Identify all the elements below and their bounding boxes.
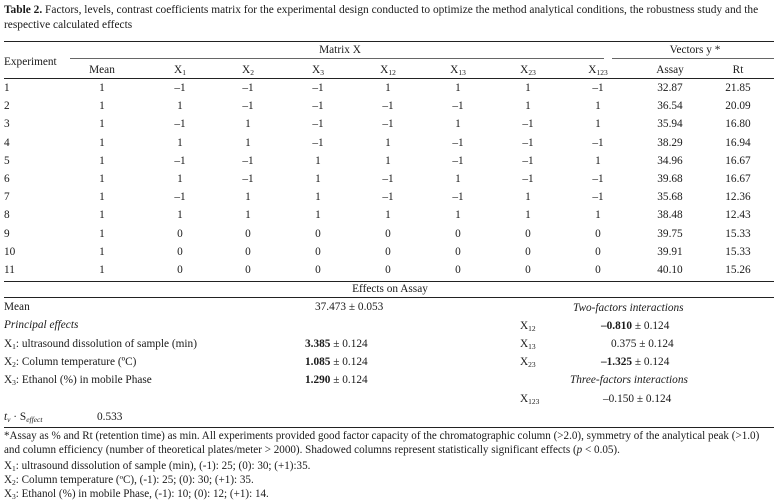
- cell-x12: –1: [382, 100, 394, 113]
- cell-experiment: 1: [4, 82, 10, 94]
- cell-x1: 1: [177, 209, 183, 222]
- cell-x2: 0: [245, 264, 251, 276]
- cell-x123: 0: [595, 227, 601, 240]
- header-x3: $X_3$: [312, 64, 324, 77]
- header-rt: Rt: [732, 64, 744, 76]
- cell-mean: 1: [99, 173, 105, 185]
- cell-x1: 0: [177, 264, 183, 276]
- cell-mean: 1: [99, 82, 105, 94]
- cell-x13: 1: [455, 118, 461, 131]
- matrix-x-rule: [70, 58, 604, 59]
- cell-experiment: 4: [4, 136, 10, 149]
- cell-x123: –1: [592, 173, 604, 185]
- vectors-y-rule: [612, 58, 774, 59]
- cell-x123: 1: [595, 154, 601, 167]
- cell-x123: 0: [595, 245, 601, 258]
- effects-mean-label: Mean: [4, 301, 30, 313]
- cell-x13: 0: [455, 245, 461, 258]
- footnote-main: *Assay as % and Rt (retention time) as min. All experiments provided good factor capacity of the chromatographic column (>2.0), symmetry of the analytical peak (>1.0) and column efficiency (number of theoretical plates/meter > 2000). Shadowed columns represent statistically significant effects (p < 0.05).: [4, 430, 760, 456]
- header-matrix-x: Matrix X: [319, 44, 361, 56]
- table-bottom-rule: [4, 427, 774, 428]
- cell-x1: 0: [177, 227, 183, 240]
- cell-x3: 0: [315, 245, 321, 258]
- cell-x13: –1: [452, 100, 464, 113]
- cell-x123: 1: [595, 209, 601, 222]
- cell-x23: 0: [525, 227, 531, 240]
- tv-s-effect-label: $t_v \cdot S_{effect}$: [4, 411, 43, 424]
- cell-mean: 1: [99, 209, 105, 222]
- cell-x1: 1: [177, 173, 183, 185]
- cell-assay: 39.75: [657, 227, 683, 240]
- cell-x1: 0: [177, 245, 183, 258]
- interaction-x12-value: –0.810 ± 0.124: [601, 320, 670, 332]
- cell-x3: 1: [315, 191, 321, 204]
- effects-mean-value: 37.473 ± 0.053: [315, 301, 384, 313]
- cell-x13: 0: [455, 264, 461, 276]
- cell-x12: 1: [385, 136, 391, 149]
- footnote-x1: $X_1$: ultrasound dissolution of sample (min), (-1): 25; (0): 30; (+1):35.: [4, 460, 311, 473]
- interaction-x23-value: –1.325 ± 0.124: [601, 356, 670, 368]
- cell-x23: 0: [525, 264, 531, 276]
- cell-assay: 34.96: [657, 154, 683, 167]
- cell-x2: 1: [245, 191, 251, 204]
- cell-x13: –1: [452, 136, 464, 149]
- footnote-x2: $X_2$: Column temperature (ºC), (-1): 25; (0): 30; (+1): 35.: [4, 474, 254, 487]
- cell-x12: 0: [385, 264, 391, 276]
- cell-x13: –1: [452, 154, 464, 167]
- header-bottom-rule: [4, 78, 774, 79]
- cell-x123: 1: [595, 118, 601, 131]
- cell-mean: 1: [99, 245, 105, 258]
- cell-x1: –1: [174, 82, 186, 94]
- cell-x2: 1: [245, 136, 251, 149]
- cell-x3: 0: [315, 264, 321, 276]
- header-x1: $X_1$: [174, 64, 186, 77]
- cell-x2: 0: [245, 227, 251, 240]
- effect-x3-value: 1.290 ± 0.124: [305, 374, 368, 386]
- cell-x1: –1: [174, 118, 186, 131]
- cell-x12: 0: [385, 227, 391, 240]
- cell-x3: –1: [312, 82, 324, 94]
- effect-x1-value: 3.385 ± 0.124: [305, 338, 368, 350]
- cell-x2: –1: [242, 173, 254, 185]
- cell-x13: 1: [455, 173, 461, 185]
- cell-experiment: 6: [4, 173, 10, 185]
- cell-experiment: 10: [4, 245, 16, 258]
- cell-x123: –1: [592, 82, 604, 94]
- cell-x12: 0: [385, 245, 391, 258]
- top-rule: [4, 41, 774, 42]
- cell-x2: –1: [242, 82, 254, 94]
- cell-assay: 35.68: [657, 191, 683, 204]
- header-x2: $X_2$: [242, 64, 254, 77]
- principal-effects-label: Principal effects: [4, 319, 79, 331]
- header-x23: $X_{23}$: [520, 64, 536, 77]
- cell-x123: 1: [595, 100, 601, 113]
- cell-x3: –1: [312, 100, 324, 113]
- cell-x123: 0: [595, 264, 601, 276]
- cell-rt: 20.09: [725, 100, 751, 113]
- cell-x2: –1: [242, 154, 254, 167]
- cell-x12: –1: [382, 191, 394, 204]
- cell-x2: 1: [245, 118, 251, 131]
- cell-x23: –1: [522, 154, 534, 167]
- interaction-x123-label: $X_{123}$: [520, 393, 540, 406]
- header-mean: Mean: [89, 64, 115, 76]
- cell-x3: 1: [315, 173, 321, 185]
- table-caption: [4, 3, 774, 32]
- table-label: Table 2.: [4, 4, 43, 16]
- cell-experiment: 7: [4, 191, 10, 204]
- effects-title-rule: [4, 297, 774, 298]
- cell-x23: 1: [525, 209, 531, 222]
- cell-x12: 1: [385, 82, 391, 94]
- cell-rt: 12.43: [725, 209, 751, 222]
- cell-experiment: 9: [4, 227, 10, 240]
- cell-x2: 0: [245, 245, 251, 258]
- cell-rt: 15.33: [725, 227, 751, 240]
- two-factor-interactions-label: Two-factors interactions: [573, 302, 684, 314]
- cell-experiment: 2: [4, 100, 10, 113]
- header-x123: $X_{123}$: [588, 64, 608, 77]
- cell-x13: –1: [452, 191, 464, 204]
- three-factor-interactions-label: Three-factors interactions: [570, 374, 688, 386]
- header-experiment: Experiment: [4, 56, 57, 68]
- effect-x1-label: $X_1$: ultrasound dissolution of sample (min): [4, 338, 197, 351]
- interaction-x13-value: 0.375 ± 0.124: [611, 338, 674, 350]
- cell-rt: 12.36: [725, 191, 751, 204]
- cell-assay: 38.29: [657, 136, 683, 149]
- interaction-x12-label: $X_{12}$: [520, 320, 536, 333]
- effect-x2-label: $X_2$: Column temperature (ºC): [4, 356, 137, 369]
- cell-rt: 16.80: [725, 118, 751, 131]
- interaction-x13-label: $X_{13}$: [520, 338, 536, 351]
- footnote-x3: $X_3$: Ethanol (%) in mobile Phase, (-1): 10; (0): 12; (+1): 14.: [4, 488, 269, 501]
- cell-mean: 1: [99, 227, 105, 240]
- header-x13: $X_{13}$: [450, 64, 466, 77]
- cell-experiment: 11: [4, 264, 15, 276]
- cell-x123: –1: [592, 191, 604, 204]
- cell-assay: 39.68: [657, 173, 683, 185]
- cell-x23: 0: [525, 245, 531, 258]
- cell-x13: 1: [455, 209, 461, 222]
- cell-assay: 36.54: [657, 100, 683, 113]
- cell-x3: 1: [315, 209, 321, 222]
- cell-x12: 1: [385, 154, 391, 167]
- cell-mean: 1: [99, 118, 105, 131]
- cell-x13: 1: [455, 82, 461, 94]
- cell-x13: 0: [455, 227, 461, 240]
- cell-x3: –1: [312, 136, 324, 149]
- cell-rt: 16.67: [725, 154, 751, 167]
- cell-x3: 0: [315, 227, 321, 240]
- cell-assay: 35.94: [657, 118, 683, 131]
- cell-mean: 1: [99, 100, 105, 113]
- cell-x1: 1: [177, 136, 183, 149]
- cell-x12: 1: [385, 209, 391, 222]
- cell-x23: 1: [525, 100, 531, 113]
- cell-mean: 1: [99, 264, 105, 276]
- effect-x3-label: $X_3$: Ethanol (%) in mobile Phase: [4, 374, 152, 387]
- cell-x23: 1: [525, 191, 531, 204]
- cell-assay: 32.87: [657, 82, 683, 94]
- cell-x2: 1: [245, 209, 251, 222]
- cell-x3: 1: [315, 154, 321, 167]
- cell-x23: –1: [522, 173, 534, 185]
- table-caption-text: Factors, levels, contrast coefficients matrix for the experimental design conducted to optimize the method analytical conditions, the robustness study and the respective calculated effects: [4, 4, 759, 31]
- cell-x1: –1: [174, 154, 186, 167]
- header-x12: $X_{12}$: [380, 64, 396, 77]
- cell-assay: 40.10: [657, 264, 683, 276]
- cell-mean: 1: [99, 191, 105, 204]
- cell-mean: 1: [99, 136, 105, 149]
- cell-rt: 16.67: [725, 173, 751, 185]
- interaction-x23-label: $X_{23}$: [520, 356, 536, 369]
- header-vectors-y: Vectors y *: [669, 44, 721, 56]
- cell-experiment: 3: [4, 118, 10, 131]
- cell-rt: 15.26: [725, 264, 751, 276]
- cell-x3: –1: [312, 118, 324, 131]
- cell-rt: 15.33: [725, 245, 751, 258]
- cell-mean: 1: [99, 154, 105, 167]
- interaction-x123-value: –0.150 ± 0.124: [603, 393, 672, 405]
- cell-experiment: 5: [4, 154, 10, 167]
- cell-assay: 38.48: [657, 209, 683, 222]
- cell-x2: –1: [242, 100, 254, 113]
- tv-s-effect-value: 0.533: [97, 411, 123, 423]
- cell-rt: 16.94: [725, 136, 751, 149]
- cell-assay: 39.91: [657, 245, 683, 258]
- cell-x23: –1: [522, 118, 534, 131]
- effects-title: Effects on Assay: [352, 283, 428, 295]
- cell-x1: 1: [177, 100, 183, 113]
- cell-x123: –1: [592, 136, 604, 149]
- cell-x23: 1: [525, 82, 531, 94]
- cell-rt: 21.85: [725, 82, 751, 94]
- header-assay: Assay: [656, 64, 684, 76]
- cell-x23: –1: [522, 136, 534, 149]
- cell-experiment: 8: [4, 209, 10, 222]
- cell-x12: –1: [382, 173, 394, 185]
- cell-x12: –1: [382, 118, 394, 131]
- cell-x1: –1: [174, 191, 186, 204]
- effect-x2-value: 1.085 ± 0.124: [305, 356, 368, 368]
